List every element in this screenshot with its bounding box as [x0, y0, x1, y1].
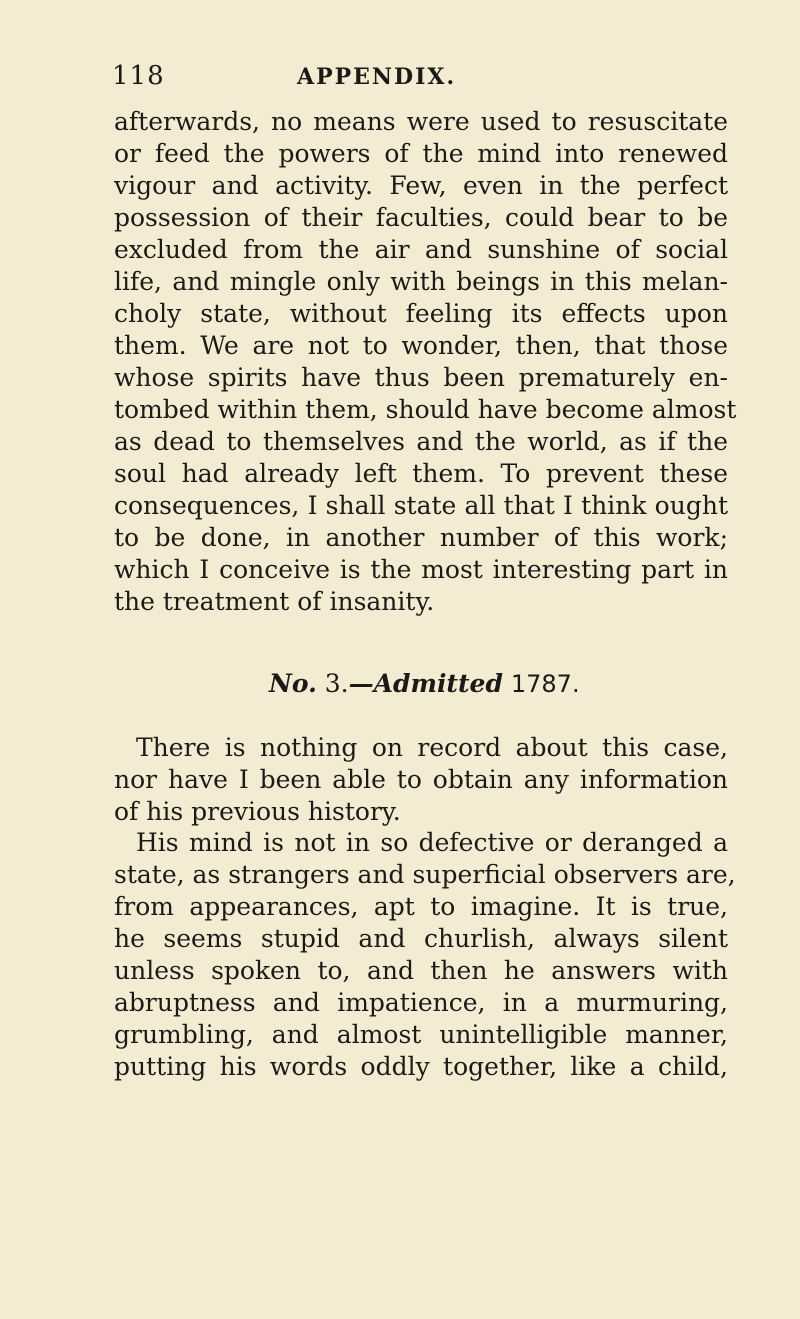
text-line: the treatment of insanity.	[114, 587, 435, 616]
text-line: them. We are not to wonder, then, that those	[114, 331, 728, 360]
text-line: choly state, without feeling its effects upon	[114, 299, 728, 328]
text-line: tombed within them, should have become almost	[114, 395, 737, 424]
text-line: which I conceive is the most interesting part in	[114, 555, 728, 584]
text-line: abruptness and impatience, in a murmuring,	[114, 988, 728, 1017]
text-line: life, and mingle only with beings in this melan-	[114, 267, 728, 296]
admitted-label: —Admitted	[348, 669, 503, 698]
text-line: possession of their faculties, could bear to be	[114, 203, 728, 232]
text-line: grumbling, and almost unintelligible manner,	[114, 1020, 728, 1049]
text-line: state, as strangers and superficial observers are,	[114, 860, 736, 889]
text-line: soul had already left them. To prevent these	[114, 459, 728, 488]
paragraph-3	[114, 827, 736, 1083]
text-line: afterwards, no means were used to resuscitate	[114, 107, 728, 136]
text-line: There is nothing on record about this case,	[136, 733, 728, 762]
text-line: excluded from the air and sunshine of social	[114, 235, 728, 264]
text-line: to be done, in another number of this work;	[114, 523, 728, 552]
text-line: of his previous history.	[114, 797, 401, 826]
text-line: vigour and activity. Few, even in the perfect	[114, 171, 728, 200]
case-heading-text	[269, 667, 580, 701]
running-head	[0, 60, 800, 96]
admission-year: 1787.	[510, 670, 580, 698]
case-number-label: No.	[269, 669, 317, 698]
text-line: whose spirits have thus been prematurely en-	[114, 363, 728, 392]
case-heading	[0, 667, 800, 701]
text-line: His mind is not in so defective or deranged a	[136, 828, 728, 857]
paragraph-1	[114, 106, 737, 618]
running-title: APPENDIX.	[297, 64, 457, 90]
page-number: 118	[112, 61, 165, 91]
text-line: from appearances, apt to imagine. It is true,	[114, 892, 728, 921]
text-line: putting his words oddly together, like a child,	[114, 1052, 728, 1081]
text-line: consequences, I shall state all that I think ought	[114, 491, 728, 520]
paragraph-2	[114, 732, 728, 828]
text-line: nor have I been able to obtain any information	[114, 765, 728, 794]
text-line: unless spoken to, and then he answers with	[114, 956, 728, 985]
text-line: as dead to themselves and the world, as if the	[114, 427, 728, 456]
text-line: he seems stupid and churlish, always silent	[114, 924, 728, 953]
case-number: 3.	[324, 669, 349, 698]
text-line: or feed the powers of the mind into renewed	[114, 139, 728, 168]
